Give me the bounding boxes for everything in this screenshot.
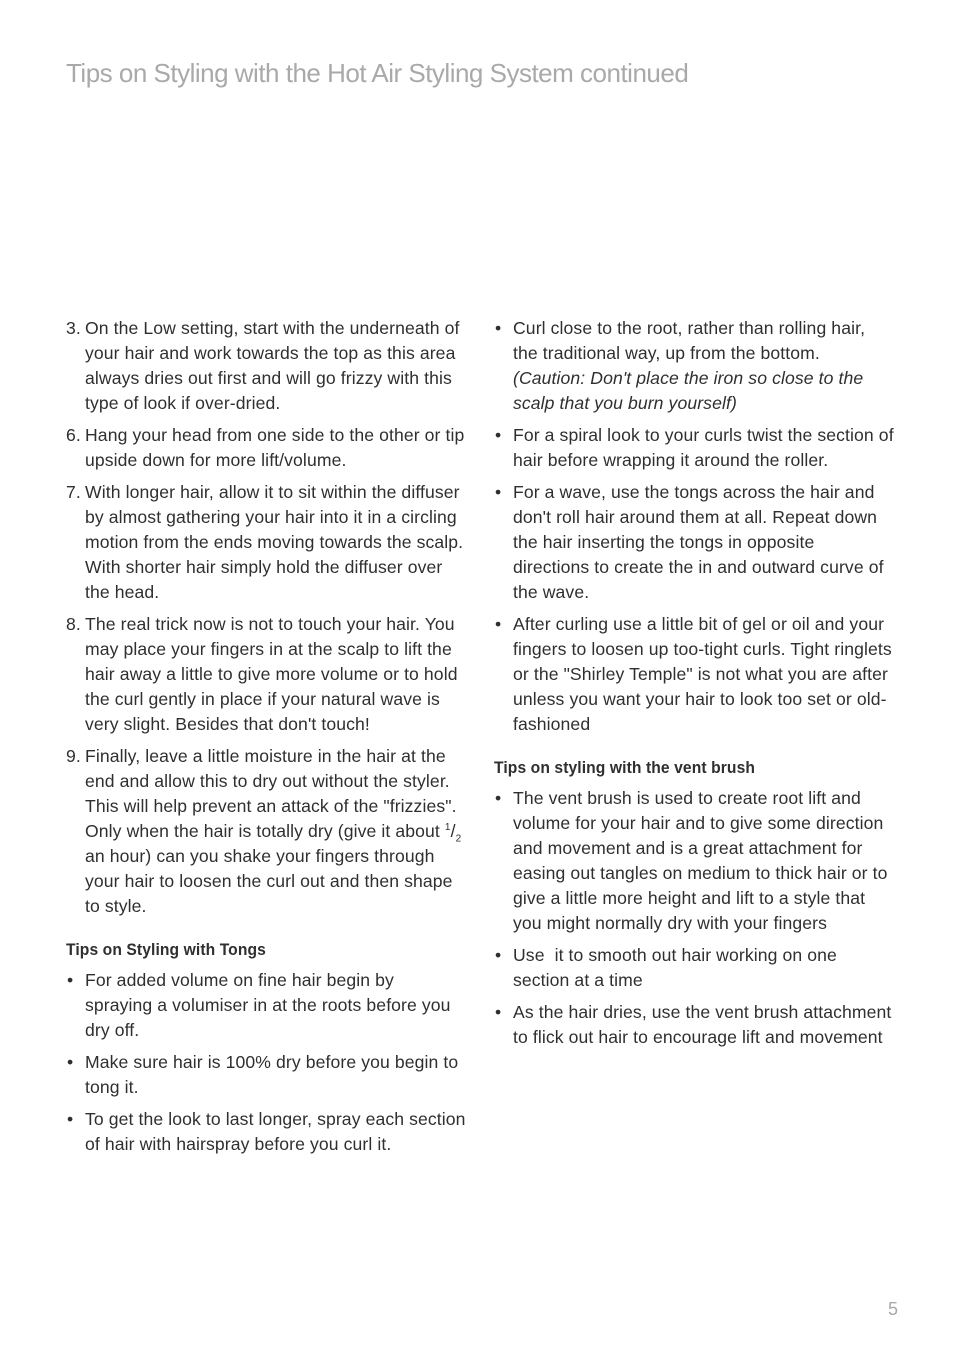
step-number: 3. — [66, 318, 81, 338]
step-text: Hang your head from one side to the other or tip upside down for more lift/volume. — [85, 425, 465, 470]
bullet-icon: • — [495, 945, 502, 965]
vent-bullet-list — [494, 786, 894, 1050]
tongs-heading: Tips on Styling with Tongs — [66, 940, 266, 959]
step-text: The real trick now is not to touch your hair. You may place your fingers in at the scalp to lift the hair away a little to give more volume or to hold the curl gently in place if your natural wave is very slight. Besides that don't touch! — [85, 614, 458, 734]
page-title: Tips on Styling with the Hot Air Styling System continued — [66, 58, 689, 88]
bullet-text: For a wave, use the tongs across the hair and don't roll hair around them at all. Repeat down the hair inserting the tongs in opposite directions to create the in and outward curve of the wave. — [513, 482, 884, 602]
step-text: an hour) can you shake your fingers through your hair to loosen the curl out and then shape to style. — [85, 846, 453, 916]
fraction-denominator: 2 — [455, 833, 462, 845]
bullet-text: To get the look to last longer, spray each section of hair with hairspray before you curl it. — [85, 1109, 466, 1154]
step-number: 7. — [66, 482, 81, 502]
bullet-text: Use it to smooth out hair working on one section at a time — [513, 945, 842, 990]
list-item — [66, 480, 466, 605]
list-item — [494, 786, 894, 936]
list-item — [494, 316, 894, 416]
bullet-text: Curl close to the root, rather than rolling hair, the traditional way, up from the bottom. — [513, 318, 866, 363]
bullet-text: The vent brush is used to create root lift and volume for your hair and to give some direction and movement and is a great attachment for easing out tangles on medium to thick hair or to give a little more height and lift to a style that you might normally dry with your fingers — [513, 788, 888, 933]
curl-bullet-list — [494, 316, 894, 737]
bullet-icon: • — [495, 318, 502, 338]
bullet-text: For a spiral look to your curls twist the section of hair before wrapping it around the roller. — [513, 425, 894, 470]
list-item — [494, 423, 894, 473]
list-item — [494, 1000, 894, 1050]
left-column — [66, 316, 466, 1164]
fraction-numerator: 1 — [444, 822, 451, 834]
list-item — [66, 744, 466, 919]
bullet-text: Make sure hair is 100% dry before you begin to tong it. — [85, 1052, 459, 1097]
list-item — [66, 1107, 466, 1157]
tongs-bullet-list — [66, 968, 466, 1157]
bullet-text: For added volume on fine hair begin by spraying a volumiser in at the roots before you dry off. — [85, 970, 451, 1040]
bullet-icon: • — [495, 614, 502, 634]
bullet-icon: • — [67, 1052, 74, 1072]
step-text: Finally, leave a little moisture in the hair at the end and allow this to dry out without the styler. This will help prevent an attack of the "frizzies". Only when the hair is totally dry (give it about — [85, 746, 457, 841]
list-item — [66, 423, 466, 473]
list-item — [66, 316, 466, 416]
step-number: 8. — [66, 614, 81, 634]
bullet-text: After curling use a little bit of gel or oil and your fingers to loosen up too-tight curls. Tight ringlets or the "Shirley Temple" is not what you are after unless you want your hair to look too set or old-fashioned — [513, 614, 892, 734]
list-item — [494, 480, 894, 605]
list-item — [494, 612, 894, 737]
step-text: On the Low setting, start with the underneath of your hair and work towards the top as this area always dries out first and will go frizzy with this type of look if over-dried. — [85, 318, 460, 413]
vent-brush-heading: Tips on styling with the vent brush — [494, 758, 756, 777]
bullet-icon: • — [67, 970, 74, 990]
step-number: 6. — [66, 425, 81, 445]
right-column — [494, 316, 894, 1057]
step-number: 9. — [66, 746, 81, 766]
page-number: 5 — [888, 1299, 899, 1319]
list-item — [494, 943, 894, 993]
list-item — [66, 612, 466, 737]
bullet-icon: • — [495, 788, 502, 808]
bullet-text: As the hair dries, use the vent brush attachment to flick out hair to encourage lift and movement — [513, 1002, 892, 1047]
bullet-icon: • — [495, 425, 502, 445]
bullet-icon: • — [495, 1002, 502, 1022]
step-text: With longer hair, allow it to sit within the diffuser by almost gathering your hair into it in a circling motion from the ends moving towards the scalp. With shorter hair simply hold the diffuser over the head. — [85, 482, 464, 602]
steps-list — [66, 316, 466, 919]
list-item — [66, 968, 466, 1043]
caution-note: (Caution: Don't place the iron so close to the scalp that you burn yourself) — [513, 368, 864, 413]
bullet-icon: • — [67, 1109, 74, 1129]
fraction-slash: / — [450, 821, 456, 841]
bullet-icon: • — [495, 482, 502, 502]
list-item — [66, 1050, 466, 1100]
